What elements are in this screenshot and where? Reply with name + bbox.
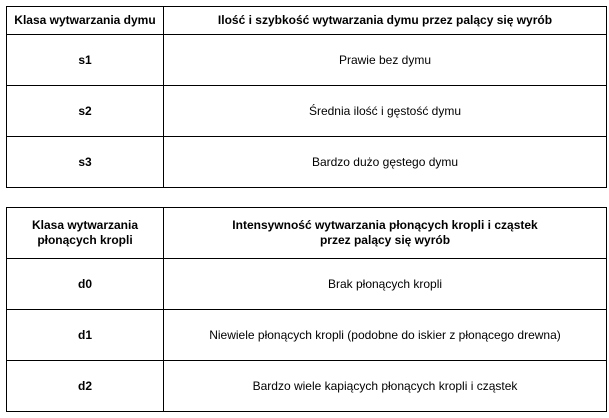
- smoke-desc-cell: Bardzo dużo gęstego dymu: [164, 137, 607, 188]
- droplet-desc-header-line1: Intensywność wytwarzania płonących kropli i cząstek: [232, 218, 538, 232]
- smoke-class-table: [6, 6, 607, 188]
- droplet-desc-cell: Bardzo wiele kapiących płonących kropli i cząstek: [164, 361, 607, 412]
- droplet-class-cell: d1: [7, 310, 164, 361]
- droplet-class-header: [7, 208, 164, 259]
- table-row: [7, 137, 607, 188]
- smoke-desc-header: Ilość i szybkość wytwarzania dymu przez palący się wyrób: [164, 7, 607, 35]
- table-row: [7, 310, 607, 361]
- droplet-class-header-line2: płonących kropli: [37, 233, 133, 247]
- droplet-desc-header-line2: przez palący się wyrób: [319, 233, 451, 247]
- droplet-class-table: [6, 207, 607, 412]
- smoke-class-cell: s1: [7, 35, 164, 86]
- table-row: [7, 35, 607, 86]
- smoke-class-header: Klasa wytwarzania dymu: [7, 7, 164, 35]
- smoke-class-cell: s2: [7, 86, 164, 137]
- table-header-row: [7, 208, 607, 259]
- droplet-class-cell: d0: [7, 259, 164, 310]
- droplet-desc-cell: Niewiele płonących kropli (podobne do iskier z płonącego drewna): [164, 310, 607, 361]
- droplet-desc-header: [164, 208, 607, 259]
- table-row: [7, 259, 607, 310]
- smoke-desc-cell: Prawie bez dymu: [164, 35, 607, 86]
- table-row: [7, 86, 607, 137]
- droplet-desc-cell: Brak płonących kropli: [164, 259, 607, 310]
- table-row: [7, 361, 607, 412]
- droplet-class-header-line1: Klasa wytwarzania: [31, 218, 139, 232]
- droplet-class-cell: d2: [7, 361, 164, 412]
- smoke-class-cell: s3: [7, 137, 164, 188]
- table-header-row: [7, 7, 607, 35]
- smoke-desc-cell: Średnia ilość i gęstość dymu: [164, 86, 607, 137]
